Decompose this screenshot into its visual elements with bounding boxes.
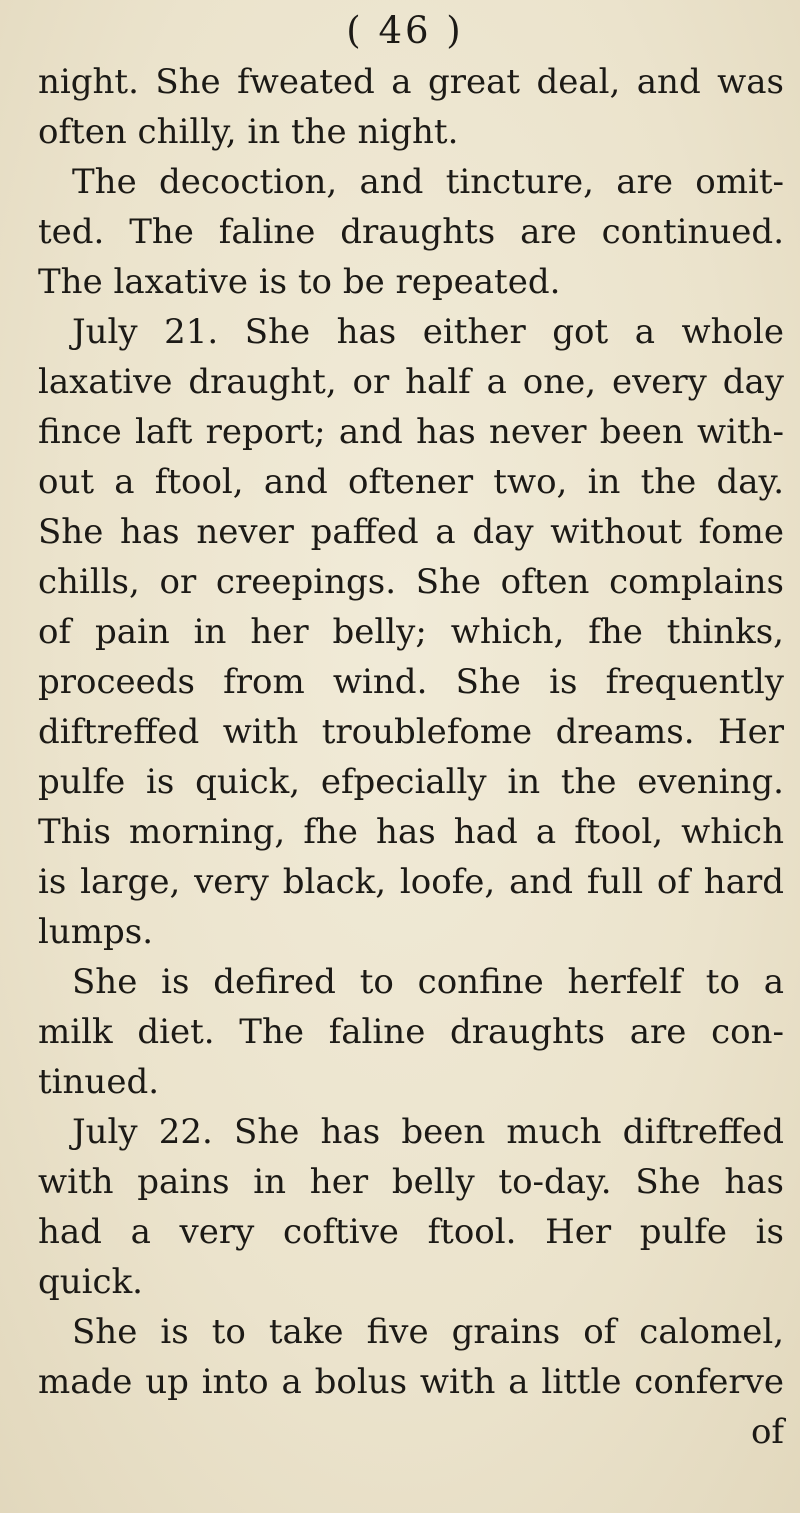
text-line: of pain in her belly; which, fhe thinks, xyxy=(38,612,784,652)
body-text xyxy=(38,57,784,1457)
text-line: milk diet. The faline draughts are con- xyxy=(38,1012,784,1052)
text-line: She has never paffed a day without fome xyxy=(38,512,784,552)
text-line: lumps. xyxy=(38,912,154,952)
text-line: proceeds from wind. She is frequently xyxy=(38,662,784,702)
text-line: chills, or creepings. She often complains xyxy=(38,562,784,602)
text-line: July 22. She has been much diftreffed xyxy=(72,1112,784,1152)
text-line: laxative draught, or half a one, every day xyxy=(38,362,784,402)
text-line: night. She fweated a great deal, and was xyxy=(38,62,784,102)
text-line: The decoction, and tincture, are omit- xyxy=(72,162,784,202)
text-line: She is defired to confine herfelf to a xyxy=(72,962,784,1002)
page-number: ( 46 ) xyxy=(346,9,464,52)
text-line: is large, very black, loofe, and full of hard xyxy=(38,862,784,902)
text-line: often chilly, in the night. xyxy=(38,112,459,152)
text-line: This morning, fhe has had a ftool, which xyxy=(38,812,784,852)
text-line: diftreffed with troublefome dreams. Her xyxy=(38,712,784,752)
text-line: had a very coftive ftool. Her pulfe is xyxy=(38,1212,784,1252)
text-line: out a ftool, and oftener two, in the day. xyxy=(38,462,784,502)
text-line: tinued. xyxy=(38,1062,160,1102)
text-line: made up into a bolus with a little conferve xyxy=(38,1362,784,1402)
text-line: ted. The faline draughts are continued. xyxy=(38,212,784,252)
text-line: with pains in her belly to-day. She has xyxy=(38,1162,784,1202)
text-line: fince laft report; and has never been with- xyxy=(38,412,784,452)
text-line: quick. xyxy=(38,1262,143,1302)
catchword: of xyxy=(750,1412,784,1452)
text-line: The laxative is to be repeated. xyxy=(38,262,561,302)
text-line: pulfe is quick, efpecially in the evening. xyxy=(38,762,784,802)
text-line: She is to take five grains of calomel, xyxy=(72,1312,784,1352)
text-line: July 21. She has either got a whole xyxy=(72,312,784,352)
